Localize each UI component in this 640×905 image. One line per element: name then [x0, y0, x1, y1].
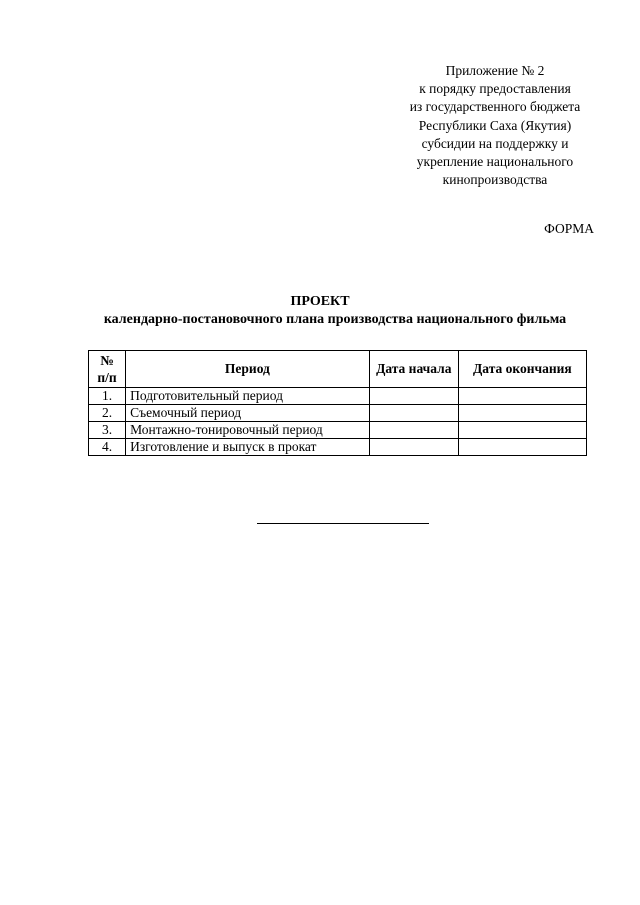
table-row	[89, 439, 587, 456]
plan-table	[88, 350, 587, 456]
table-row	[89, 405, 587, 422]
row-num: 1.	[89, 388, 126, 405]
header-period: Период	[126, 351, 370, 388]
header-start-date: Дата начала	[369, 351, 458, 388]
form-label: ФОРМА	[544, 221, 594, 236]
document-title	[0, 293, 640, 329]
row-period: Изготовление и выпуск в прокат	[126, 439, 370, 456]
row-num: 3.	[89, 422, 126, 439]
row-num: 4.	[89, 439, 126, 456]
header-num-line2: п/п	[97, 370, 117, 385]
row-end-date[interactable]	[458, 422, 586, 439]
appendix-line: кинопроизводства	[442, 172, 548, 188]
signature-line	[257, 523, 429, 524]
row-start-date[interactable]	[369, 422, 458, 439]
appendix-line: Республики Саха (Якутия)	[418, 117, 572, 133]
appendix-line: Приложение № 2	[445, 63, 545, 78]
row-end-date[interactable]	[458, 439, 586, 456]
table-row	[89, 422, 587, 439]
table-header-row	[89, 351, 587, 388]
row-period: Подготовительный период	[126, 388, 370, 405]
appendix-line: к порядку предоставления	[419, 81, 571, 97]
row-end-date[interactable]	[458, 405, 586, 422]
row-start-date[interactable]	[369, 439, 458, 456]
row-period: Монтажно-тонировочный период	[126, 422, 370, 439]
title-subtitle: календарно-постановочного плана производства национального фильма	[103, 312, 567, 327]
appendix-line: из государственного бюджета	[409, 99, 581, 115]
appendix-block	[370, 62, 620, 189]
table-row	[89, 388, 587, 405]
row-period: Съемочный период	[126, 405, 370, 422]
title-main: ПРОЕКТ	[290, 294, 350, 309]
header-num	[89, 351, 126, 388]
row-num: 2.	[89, 405, 126, 422]
row-start-date[interactable]	[369, 388, 458, 405]
appendix-line: субсидии на поддержку и	[421, 135, 569, 151]
row-end-date[interactable]	[458, 388, 586, 405]
appendix-line: укрепление национального	[416, 154, 574, 170]
row-start-date[interactable]	[369, 405, 458, 422]
header-num-line1: №	[100, 353, 114, 368]
header-end-date: Дата окончания	[458, 351, 586, 388]
